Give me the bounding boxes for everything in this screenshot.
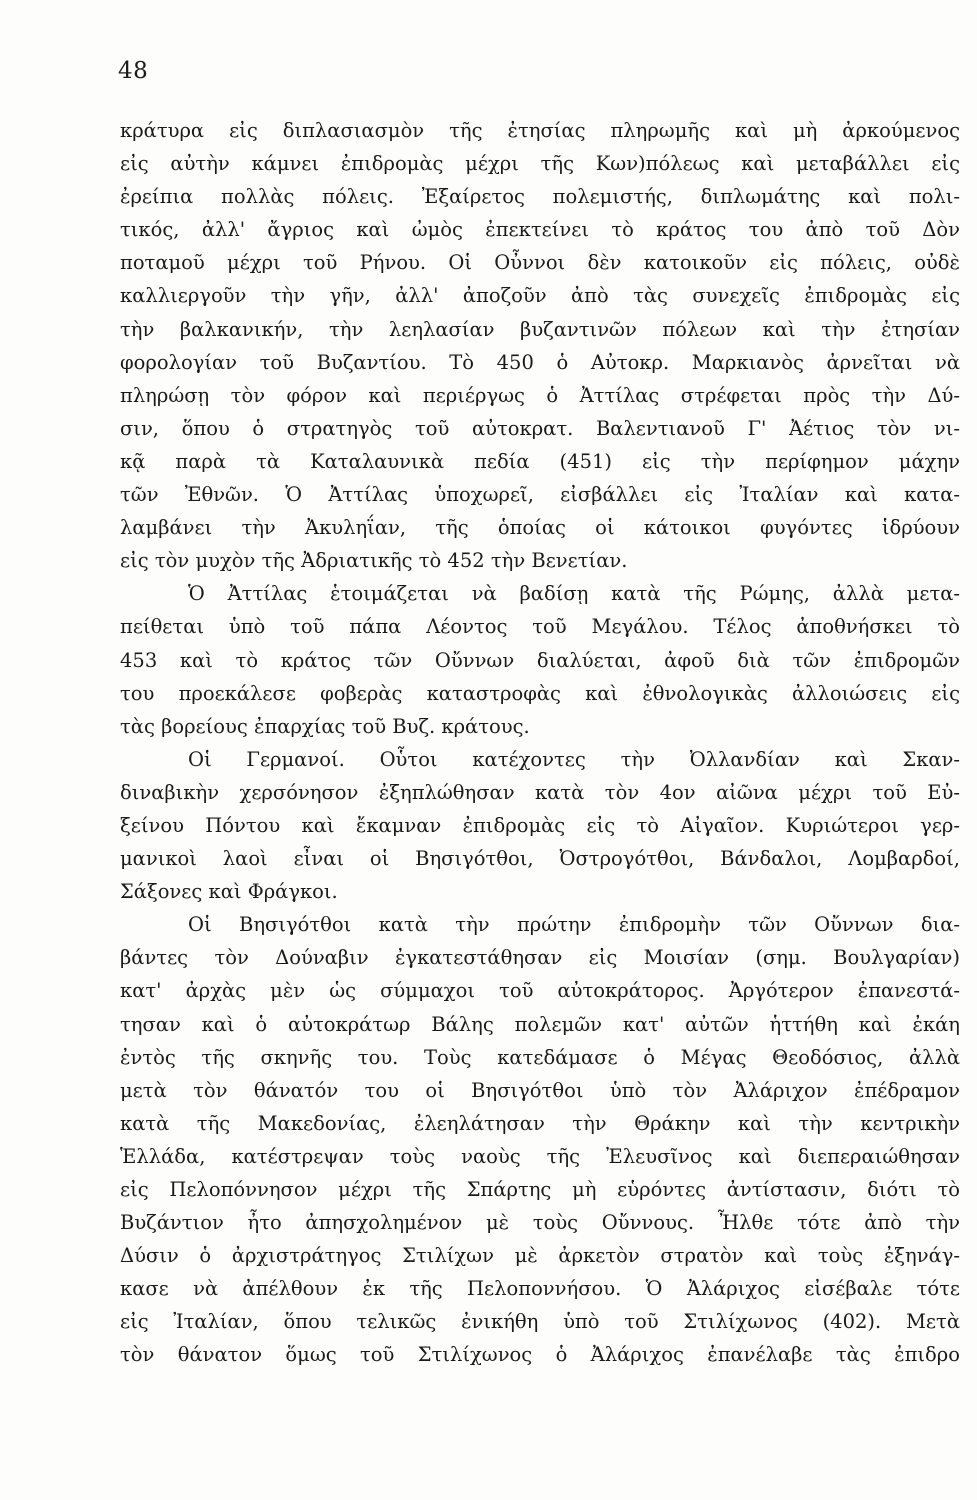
text-line: μανικοὶ λαοὶ εἶναι οἱ Βησιγότθοι, Ὀστρογότθοι, Βάνδαλοι, Λομβαρδοί, — [120, 847, 960, 871]
text-line: φορολογίαν τοῦ Βυζαντίου. Τὸ 450 ὁ Αὐτοκρ. Μαρκιανὸς ἀρνεῖται νὰ — [120, 350, 960, 374]
text-line: ποταμοῦ μέχρι τοῦ Ρήνου. Οἱ Οὖννοι δὲν κατοικοῦν εἰς πόλεις, οὐδὲ — [120, 251, 960, 275]
text-line: βάντες τὸν Δούναβιν ἐγκατεστάθησαν εἰς Μοισίαν (σημ. Βουλγαρίαν) — [120, 946, 960, 970]
text-line: Ὁ Ἀττίλας ἑτοιμάζεται νὰ βαδίσῃ κατὰ τῆς Ρώμης, ἀλλὰ μετα- — [188, 582, 960, 606]
text-line: Σάξονες καὶ Φράγκοι. — [120, 880, 338, 904]
text-line: τὴν βαλκανικήν, τὴν λεηλασίαν βυζαντινῶν πόλεων καὶ τὴν ἐτησίαν — [120, 317, 960, 341]
text-line: ἐντὸς τῆς σκηνῆς του. Τοὺς κατεδάμασε ὁ Μέγας Θεοδόσιος, ἀλλὰ — [120, 1045, 960, 1069]
text-line: διναβικὴν χερσόνησον ἐξηπλώθησαν κατὰ τὸν 4ον αἰῶνα μέχρι τοῦ Εὐ- — [120, 780, 960, 804]
text-line: κασε νὰ ἀπέλθουν ἐκ τῆς Πελοποννήσου. Ὁ Ἀλάριχος εἰσέβαλε τότε — [120, 1277, 960, 1301]
text-line: του προεκάλεσε φοβερὰς καταστροφὰς καὶ ἐθνολογικὰς ἀλλοιώσεις εἰς — [120, 681, 960, 705]
text-line: σιν, ὅπου ὁ στρατηγὸς τοῦ αὐτοκρατ. Βαλεντιανοῦ Γ' Ἀέτιος τὸν νι- — [120, 416, 960, 440]
text-line: κατὰ τῆς Μακεδονίας, ἐλεηλάτησαν τὴν Θράκην καὶ τὴν κεντρικὴν — [120, 1111, 960, 1135]
text-line: τὰς βορείους ἐπαρχίας τοῦ Βυζ. κράτους. — [120, 714, 530, 738]
text-line: τησαν καὶ ὁ αὐτοκράτωρ Βάλης πολεμῶν κατ' αὐτῶν ἡττήθη καὶ ἐκάη — [120, 1012, 960, 1036]
text-line: πληρώσῃ τὸν φόρον καὶ περιέργως ὁ Ἀττίλας στρέφεται πρὸς τὴν Δύ- — [120, 383, 960, 407]
text-line: καλλιεργοῦν τὴν γῆν, ἀλλ' ἀποζοῦν ἀπὸ τὰς συνεχεῖς ἐπιδρομὰς εἰς — [120, 284, 960, 308]
text-line: τὸν θάνατον ὅμως τοῦ Στιλίχωνος ὁ Ἀλάριχος ἐπανέλαβε τὰς ἐπιδρο — [120, 1343, 960, 1367]
text-line: ἐρείπια πολλὰς πόλεις. Ἐξαίρετος πολεμιστής, διπλωμάτης καὶ πολι- — [120, 185, 960, 209]
text-line: εἰς τὸν μυχὸν τῆς Ἀδριατικῆς τὸ 452 τὴν Βενετίαν. — [120, 549, 628, 573]
text-line: ξείνου Πόντου καὶ ἔκαμναν ἐπιδρομὰς εἰς τὸ Αἰγαῖον. Κυριώτεροι γερ- — [120, 813, 960, 837]
text-line: Ἑλλάδα, κατέστρεψαν τοὺς ναοὺς τῆς Ἐλευσῖνος καὶ διεπεραιώθησαν — [120, 1144, 960, 1168]
text-line: Οἱ Βησιγότθοι κατὰ τὴν πρώτην ἐπιδρομὴν τῶν Οὔννων δια- — [188, 913, 960, 937]
text-line: εἰς αὐτὴν κάμνει ἐπιδρομὰς μέχρι τῆς Κων)πόλεως καὶ μεταβάλλει εἰς — [120, 152, 960, 176]
text-line: εἰς Ἰταλίαν, ὅπου τελικῶς ἐνικήθη ὑπὸ τοῦ Στιλίχωνος (402). Μετὰ — [120, 1310, 960, 1334]
text-line: πείθεται ὑπὸ τοῦ πάπα Λέοντος τοῦ Μεγάλου. Τέλος ἀποθνήσκει τὸ — [120, 615, 960, 639]
text-line: λαμβάνει τὴν Ἀκυληΐαν, τῆς ὁποίας οἱ κάτοικοι φυγόντες ἱδρύουν — [120, 516, 960, 540]
text-line: εἰς Πελοπόννησον μέχρι τῆς Σπάρτης μὴ εὑρόντες ἀντίστασιν, διότι τὸ — [120, 1178, 960, 1201]
text-line: μετὰ τὸν θάνατόν του οἱ Βησιγότθοι ὑπὸ τὸν Ἀλάριχον ἐπέδραμον — [120, 1078, 960, 1102]
text-line: Δύσιν ὁ ἀρχιστράτηγος Στιλίχων μὲ ἀρκετὸν στρατὸν καὶ τοὺς ἐξηνάγ- — [120, 1244, 960, 1268]
body-text — [120, 114, 960, 1372]
text-line: κᾷ παρὰ τὰ Καταλαυνικὰ πεδία (451) εἰς τὴν περίφημον μάχην — [120, 449, 960, 473]
text-line: 453 καὶ τὸ κράτος τῶν Οὔννων διαλύεται, ἀφοῦ διὰ τῶν ἐπιδρομῶν — [120, 648, 960, 672]
text-line: τῶν Ἐθνῶν. Ὁ Ἀττίλας ὑποχωρεῖ, εἰσβάλλει εἰς Ἰταλίαν καὶ κατα- — [120, 483, 960, 507]
text-line: Οἱ Γερμανοί. Οὗτοι κατέχοντες τὴν Ὀλλανδίαν καὶ Σκαν- — [188, 747, 960, 771]
page-number: 48 — [118, 58, 149, 84]
text-line: τικός, ἀλλ' ἄγριος καὶ ὠμὸς ἐπεκτείνει τὸ κράτος του ἀπὸ τοῦ Δὸν — [120, 218, 960, 242]
text-line: κράτυρα εἰς διπλασιασμὸν τῆς ἐτησίας πληρωμῆς καὶ μὴ ἀρκούμενος — [120, 119, 960, 142]
text-line: κατ' ἀρχὰς μὲν ὡς σύμμαχοι τοῦ αὐτοκράτορος. Ἀργότερον ἐπανεστά- — [120, 979, 960, 1003]
text-line: Βυζάντιον ἦτο ἀπησχολημένον μὲ τοὺς Οὔννους. Ἦλθε τότε ἀπὸ τὴν — [120, 1211, 960, 1235]
